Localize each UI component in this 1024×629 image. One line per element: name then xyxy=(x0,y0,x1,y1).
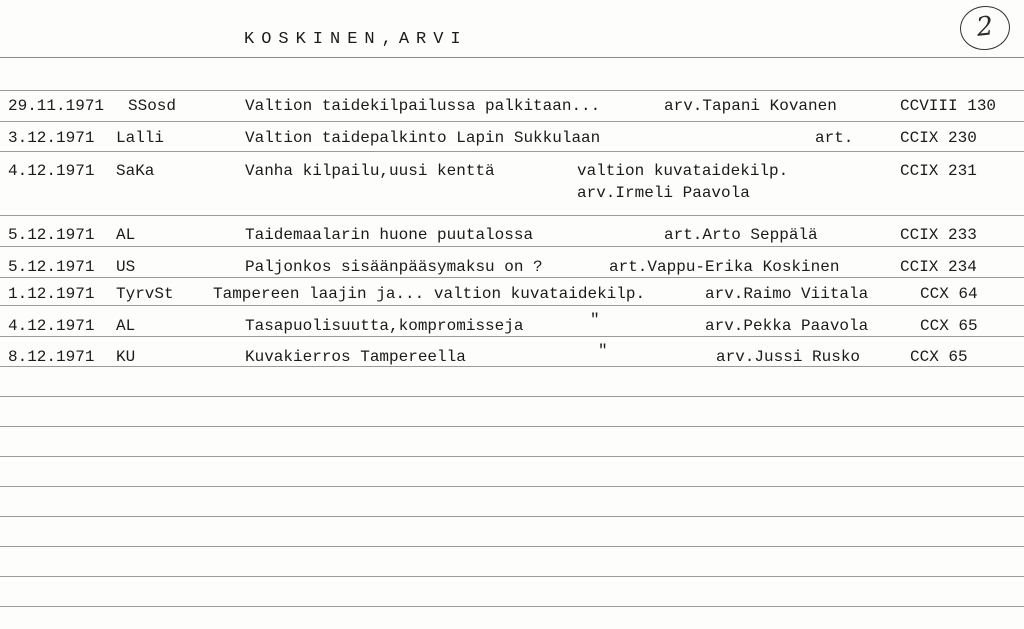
ruled-line xyxy=(0,366,1024,367)
entry-headline: Tasapuolisuutta,kompromisseja xyxy=(245,317,524,335)
entry-author: art.Vappu-Erika Koskinen xyxy=(609,258,840,276)
ruled-line xyxy=(0,456,1024,457)
entry-date: 5.12.1971 xyxy=(8,258,95,276)
ruled-line xyxy=(0,90,1024,91)
ruled-line xyxy=(0,576,1024,577)
ruled-line xyxy=(0,336,1024,337)
entry-date: 29.11.1971 xyxy=(8,97,105,115)
entry-date: 4.12.1971 xyxy=(8,317,95,335)
ruled-line xyxy=(0,426,1024,427)
entry-headline: Vanha kilpailu,uusi kenttä xyxy=(245,162,495,180)
entry-date: 8.12.1971 xyxy=(8,348,95,366)
ruled-line xyxy=(0,246,1024,247)
entry-source: US xyxy=(116,258,136,276)
page-number-circle: 2 xyxy=(958,4,1012,53)
entry-author-line2: arv.Irmeli Paavola xyxy=(577,184,750,202)
ruled-line xyxy=(0,121,1024,122)
entry-ref: CCIX 234 xyxy=(900,258,977,276)
entry-author: arv.Tapani Kovanen xyxy=(664,97,837,115)
entry-headline: Valtion taidekilpailussa palkitaan... xyxy=(245,97,601,115)
ruled-line xyxy=(0,486,1024,487)
card-title: KOSKINEN,ARVI xyxy=(244,30,468,49)
entry-author: art. xyxy=(815,129,854,147)
entry-headline: Paljonkos sisäänpääsymaksu on ? xyxy=(245,258,543,276)
entry-date: 5.12.1971 xyxy=(8,226,95,244)
entry-headline: Valtion taidepalkinto Lapin Sukkulaan xyxy=(245,129,601,147)
entry-author: arv.Jussi Rusko xyxy=(716,348,861,366)
entry-author: valtion kuvataidekilp. xyxy=(577,162,789,180)
entry-source: KU xyxy=(116,348,136,366)
entry-ref: CCX 65 xyxy=(910,348,968,366)
ditto-mark: " xyxy=(590,311,600,329)
entry-ref: CCX 64 xyxy=(920,285,978,303)
entry-source: Lalli xyxy=(116,129,165,147)
ruled-line xyxy=(0,305,1024,306)
entry-date: 1.12.1971 xyxy=(8,285,95,303)
entry-ref: CCX 65 xyxy=(920,317,978,335)
entry-author: art.Arto Seppälä xyxy=(664,226,818,244)
entry-headline: Taidemaalarin huone puutalossa xyxy=(245,226,534,244)
ruled-line xyxy=(0,606,1024,607)
ditto-mark: " xyxy=(598,342,608,360)
ruled-line xyxy=(0,215,1024,216)
ruled-line xyxy=(0,516,1024,517)
entry-ref: CCIX 231 xyxy=(900,162,977,180)
entry-source: SSosd xyxy=(128,97,177,115)
entry-source: AL xyxy=(116,226,136,244)
entry-source: SaKa xyxy=(116,162,155,180)
ruled-line xyxy=(0,151,1024,152)
header-rule xyxy=(0,57,1024,58)
entry-date: 4.12.1971 xyxy=(8,162,95,180)
entry-source: AL xyxy=(116,317,136,335)
entry-author: arv.Pekka Paavola xyxy=(705,317,869,335)
entry-date: 3.12.1971 xyxy=(8,129,95,147)
entry-ref: CCIX 233 xyxy=(900,226,977,244)
ruled-line xyxy=(0,396,1024,397)
ruled-line xyxy=(0,277,1024,278)
entry-source: TyrvSt xyxy=(116,285,174,303)
entry-headline: Tampereen laajin ja... valtion kuvataidekilp. xyxy=(213,285,646,303)
entry-headline: Kuvakierros Tampereella xyxy=(245,348,466,366)
ruled-line xyxy=(0,546,1024,547)
entry-ref: CCVIII 130 xyxy=(900,97,997,115)
entry-author: arv.Raimo Viitala xyxy=(705,285,869,303)
entry-ref: CCIX 230 xyxy=(900,129,977,147)
